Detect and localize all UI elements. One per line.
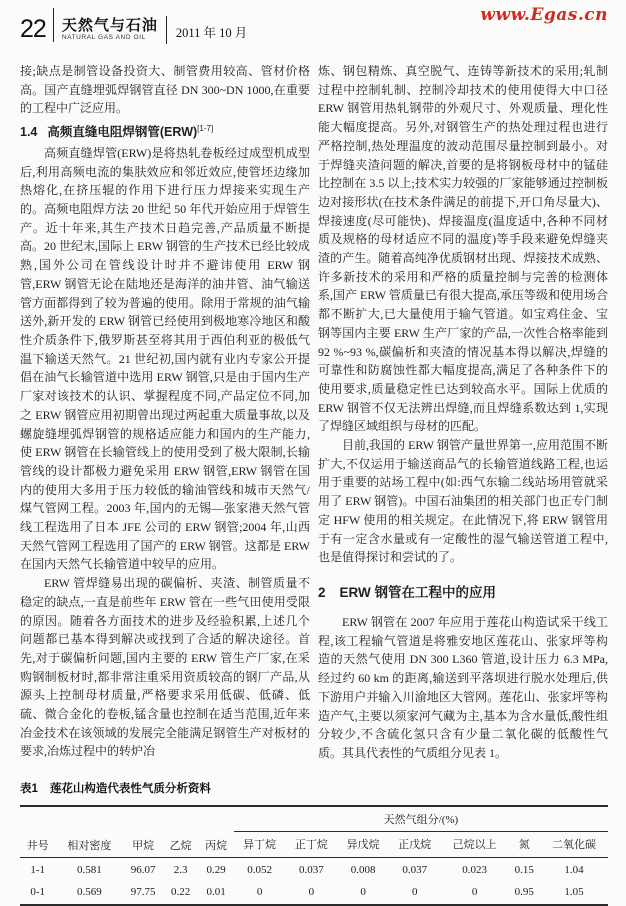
table-col-header: 井号 [20, 806, 55, 858]
table-cell: 0.023 [462, 864, 487, 876]
table-col-header: 甲烷 [123, 806, 163, 858]
journal-logo [54, 16, 166, 42]
table-spanner-header: 天然气组分/(%) [234, 806, 608, 832]
heading-number: 2 [318, 584, 326, 600]
table-cell: 0.569 [55, 880, 123, 905]
table-cell: 0.037 [299, 864, 324, 876]
body-paragraph: 高频直缝焊管(ERW)是将热轧卷板经过成型机成型后,利用高频电流的集肤效应和邻近效应,使管坯边缘加热熔化,在挤压辊的作用下进行压力焊接来实现生产的。高频电阻焊方法 20 世纪 50 年代开始应用于焊管生产。近十年来,其生产技术日趋完善,产品质量不断提高。20 世纪末,国际上 ERW 钢管的生产技术已经比较成熟,国外公司在管线设计时并不避讳使用 ERW 钢管,ERW 钢管无论在陆地还是海洋的油井管、油气输送管方面都得到了较为普遍的使用。除用于常规的油气输送外,新开发的 ERW 钢管已经使用到极地寒冷地区和酸性介质条件下,俄罗斯甚至将其用于西伯利亚的极低气温下输送天然气。21 世纪初,国内就有业内专家公开提倡在油气长输管道中选用 ERW 钢管,只是由于国内生产厂家对该技术的认识、掌握程度不同,产品定位不同,加之 ERW 钢管应用初期曾出现过两起重大质量事故,以及螺旋缝埋弧焊钢管的规格适应能力和国内的生产能力,使 ERW 钢管在长输管线上的使用受到了极大限制,长输管线的设计都极力避免采用 ERW 钢管,ERW 钢管在国内的使用大多用于压力较低的输油管线和城市天然气/煤气管网工程。2003 年,国内的无锡—张家港天然气管线工程选用了日本 JFE 公司的 ERW 钢管;2004 年,山西天然气管网工程选用了国产的 ERW 钢管。这都是 ERW 在国内天然气长输管道中较早的应用。 [20, 145, 310, 572]
table-cell: 0.29 [206, 864, 226, 876]
table-col-header: 己烷以上 [441, 832, 509, 858]
table-cell: 0.037 [402, 864, 428, 876]
gas-analysis-table [20, 805, 608, 906]
table-cell: 0.22 [163, 880, 198, 905]
table-cell: 97.75 [123, 880, 163, 905]
table-col-header: 正丁烷 [286, 832, 338, 858]
table-section [20, 780, 608, 906]
page-header [20, 5, 608, 50]
article-body [20, 62, 608, 770]
table-col-header: 异戊烷 [337, 832, 389, 858]
text-column-left [20, 62, 310, 770]
table-spanner-row [20, 806, 608, 832]
caption-title: 莲花山构造代表性气质分析资料 [49, 783, 211, 795]
heading-number: 1.4 [20, 125, 38, 140]
table-row [20, 880, 608, 905]
table-cell: 1.05 [540, 880, 608, 905]
table-row [20, 858, 608, 881]
issue-date: 2011 年 10 月 [175, 26, 248, 40]
table-cell: 0 [389, 880, 441, 905]
table-col-header: 乙烷 [163, 806, 198, 858]
table-cell: 0.052 [247, 864, 273, 876]
table-col-header: 相对密度 [55, 806, 123, 858]
table-cell: 0 [234, 880, 286, 905]
journal-name-cn: 天然气与石油 [61, 17, 158, 35]
table-cell: 1-1 [30, 864, 46, 876]
table-cell: 0.01 [198, 880, 233, 905]
table-cell: 0 [337, 880, 389, 905]
site-watermark: www.Egas.cn [480, 5, 608, 25]
table-caption [20, 780, 608, 796]
journal-name-en: NATURAL GAS AND OIL [61, 34, 146, 42]
body-paragraph: ERW 钢管在 2007 年应用于莲花山构造试采干线工程,该工程输气管道是将雅安地区莲花山、张家坪等构造的天然气使用 DN 300 L360 管道,设计压力 6.3 MPa,经过约 60 km 的距离,输送到平落坝进行脱水处理后,供下游用户并输入川渝地区大管网。莲花山、张家坪等构造产气,主要以须家河气藏为主,基本为含水量低,酸性组分较少,不含硫化氢只含有少量二氧化碳的低酸性气质。其具代表性的气质组分见表 1。 [318, 614, 608, 760]
table-cell: 0 [286, 880, 338, 905]
caption-label: 表1 [20, 783, 38, 795]
body-paragraph: 炼、钢包精炼、真空脱气、连铸等新技术的采用;轧制过程中控制轧制、控制冷却技术的使用使得大中口径 ERW 钢管用热轧钢带的外观尺寸、外观质量、理化性能大幅度提高。另外,对钢管生产的热处理过程也进行严格控制,热处理温度的波动范围尽量控制到最小。对于焊缝夹渣问题的解决,首要的是将钢板母材中的锰硅比控制在 3.5 以上;技术实力较强的厂家能够通过控制板边对接形状(在技术条件满足的前提下,开口角尽量大)、焊接速度(尽可能快)、焊接温度(温度适中,各种不同材质及规格的母材适应不同的温度)等手段来避免焊缝夹渣的产生。随着高纯净优质钢材出现、焊接技术成熟、许多新技术的采用和严格的质量控制与完善的检测体系,国产 ERW 管质量已有很大提高,承压等级和使用场合都不断扩大,已大量使用于输气管道。如宝鸡住金、宝钢等国内主要 ERW 生产厂家的产品,一次性合格率能到 92 %~93 %,碳偏析和夹渣的情况基本得以解决,焊缝的可靠性和防腐蚀性都大幅度提高,满足了各种条件下的使用要求,质量稳定性已达到较高水平。国际上优质的 ERW 钢管不仅无法辨出焊缝,而且焊缝系数达到 1,实现了焊缝区域组织与母材的匹配。 [318, 64, 608, 434]
heading-title: ERW 钢管在工程中的应用 [339, 584, 497, 600]
table-cell: 0.581 [77, 864, 102, 876]
table-cell: 96.07 [130, 864, 156, 876]
table-cell: 0.95 [509, 880, 540, 905]
heading-title: 高频直缝电阻焊钢管(ERW) [47, 125, 198, 140]
table-cell: 0 [441, 880, 509, 905]
table-cell: 0-1 [20, 880, 55, 905]
table-cell: 1.04 [564, 864, 584, 876]
section-heading-2 [318, 583, 608, 603]
table-col-header: 异丁烷 [234, 832, 286, 858]
text-column-right [318, 62, 608, 770]
page-number: 22 [20, 14, 46, 43]
body-paragraph: ERW 管焊缝易出现的碳偏析、夹渣、制管质量不稳定的缺点,一直是前些年 ERW 管在一些气田使用受限的原因。随着各方面技术的进步及经验积累,上述几个问题都已基本得到解决或找到了合适的解决途径。首先,对于碳偏析问题,国内主要的 ERW 管生产厂家,在采购钢制板材时,都非常注重采用资质较高的钢厂产品,从源头上控制母材质量,严格要求采用低碳、低磷、低硫、微合金化的卷板,锰含量也控制在适当范围,近年来冶金技术在该领域的发展完全能满足钢管生产对板材的要求,冶炼过程中的转炉冶 [20, 576, 310, 759]
table-col-header: 丙烷 [198, 806, 233, 858]
table-cell: 0.008 [350, 864, 376, 876]
reference-superscript: [1-7] [197, 124, 214, 134]
body-paragraph: 接;缺点是制管设备投资大、制管费用较高、管材价格高。国产直缝埋弧焊钢管直径 DN 300~DN 1000,在重要的工程中广泛应用。 [20, 64, 310, 116]
table-col-header: 正戊烷 [389, 832, 441, 858]
section-heading-1-4 [20, 120, 310, 142]
table-cell: 2.3 [173, 864, 188, 876]
body-paragraph: 目前,我国的 ERW 钢管产量世界第一,应用范围不断扩大,不仅运用于输送商品气的长输管道线路工程,也运用于重要的站场工程中(如:西气东输二线站场用管就采用了 ERW 钢管)。中国石油集团的相关部门也正专门制定 HFW 使用的相关规定。在此情况下,将 ERW 钢管用于有一定含水量或有一定酸性的湿气输送管道工程中,也是值得探讨和尝试的了。 [318, 438, 608, 565]
table-cell: 0.15 [514, 864, 534, 876]
table-col-header: 氮 [509, 832, 540, 858]
table-col-header: 二氧化碳 [540, 832, 608, 858]
